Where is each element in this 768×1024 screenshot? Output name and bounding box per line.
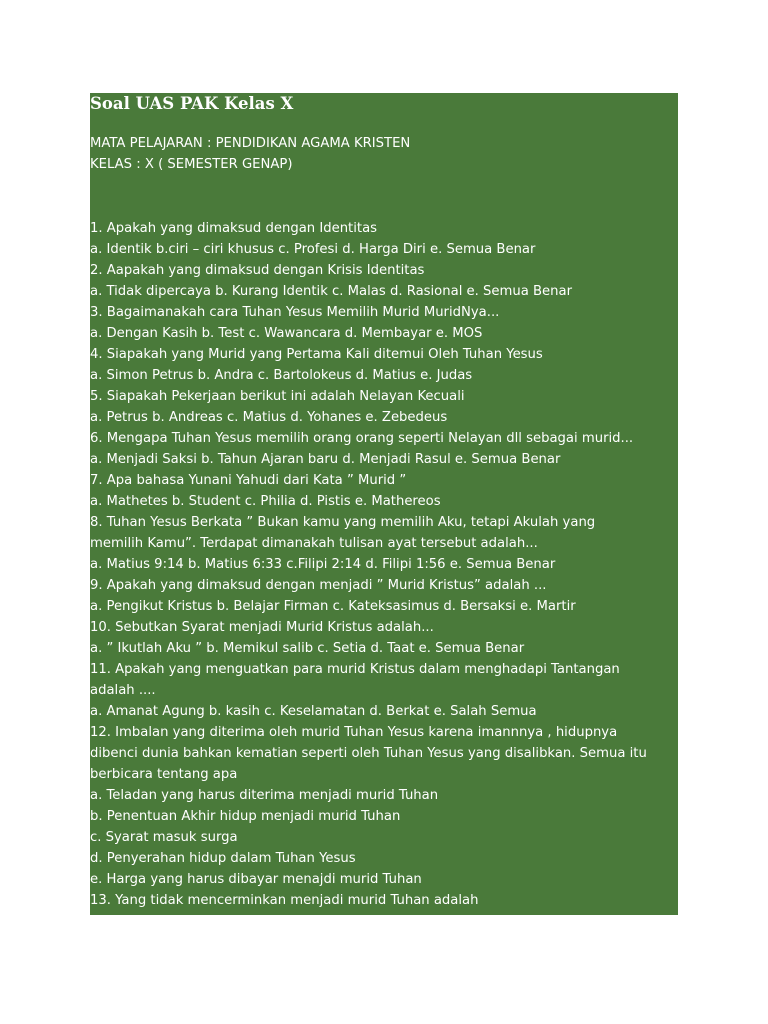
document-block bbox=[90, 93, 678, 915]
answer-options-line: b. Penentuan Akhir hidup menjadi murid Tuhan bbox=[90, 809, 401, 824]
answer-options-line: a. Simon Petrus b. Andra c. Bartolokeus d. Matius e. Judas bbox=[90, 368, 473, 383]
answer-options-line: a. Amanat Agung b. kasih c. Keselamatan d. Berkat e. Salah Semua bbox=[90, 704, 537, 719]
answer-options-line: a. Dengan Kasih b. Test c. Wawancara d. Membayar e. MOS bbox=[90, 326, 483, 341]
question-line: 4. Siapakah yang Murid yang Pertama Kali ditemui Oleh Tuhan Yesus bbox=[90, 347, 543, 362]
continuation-line: memilih Kamu”. Terdapat dimanakah tulisan ayat tersebut adalah... bbox=[90, 536, 538, 551]
question-line: 11. Apakah yang menguatkan para murid Kristus dalam menghadapi Tantangan bbox=[90, 662, 620, 677]
document-meta bbox=[90, 133, 410, 175]
answer-options-line: a. Tidak dipercaya b. Kurang Identik c. Malas d. Rasional e. Semua Benar bbox=[90, 284, 573, 299]
answer-options-line: a. Teladan yang harus diterima menjadi murid Tuhan bbox=[90, 788, 439, 803]
answer-options-line: a. Pengikut Kristus b. Belajar Firman c. Kateksasimus d. Bersaksi e. Martir bbox=[90, 599, 576, 614]
answer-options-line: a. Mathetes b. Student c. Philia d. Pistis e. Mathereos bbox=[90, 494, 441, 509]
answer-options-line: a. ” Ikutlah Aku ” b. Memikul salib c. Setia d. Taat e. Semua Benar bbox=[90, 641, 525, 656]
question-line: 3. Bagaimanakah cara Tuhan Yesus Memilih Murid MuridNya... bbox=[90, 305, 500, 320]
answer-options-line: e. Harga yang harus dibayar menajdi murid Tuhan bbox=[90, 872, 422, 887]
continuation-line: adalah .... bbox=[90, 683, 156, 698]
answer-options-line: d. Penyerahan hidup dalam Tuhan Yesus bbox=[90, 851, 356, 866]
class-line: KELAS : X ( SEMESTER GENAP) bbox=[90, 157, 293, 172]
question-line: 6. Mengapa Tuhan Yesus memilih orang orang seperti Nelayan dll sebagai murid... bbox=[90, 431, 634, 446]
question-line: 10. Sebutkan Syarat menjadi Murid Kristus adalah... bbox=[90, 620, 434, 635]
question-line: 13. Yang tidak mencerminkan menjadi murid Tuhan adalah bbox=[90, 893, 479, 908]
subject-line: MATA PELAJARAN : PENDIDIKAN AGAMA KRISTEN bbox=[90, 136, 411, 151]
answer-options-line: a. Identik b.ciri – ciri khusus c. Profesi d. Harga Diri e. Semua Benar bbox=[90, 242, 536, 257]
answer-options-line: a. Petrus b. Andreas c. Matius d. Yohanes e. Zebedeus bbox=[90, 410, 448, 425]
question-line: 9. Apakah yang dimaksud dengan menjadi ” Murid Kristus” adalah ... bbox=[90, 578, 547, 593]
question-line: 2. Aapakah yang dimaksud dengan Krisis Identitas bbox=[90, 263, 425, 278]
continuation-line: berbicara tentang apa bbox=[90, 767, 238, 782]
answer-options-line: c. Syarat masuk surga bbox=[90, 830, 238, 845]
answer-options-line: a. Matius 9:14 b. Matius 6:33 c.Filipi 2:14 d. Filipi 1:56 e. Semua Benar bbox=[90, 557, 556, 572]
continuation-line: dibenci dunia bahkan kematian seperti oleh Tuhan Yesus yang disalibkan. Semua itu bbox=[90, 746, 647, 761]
question-line: 1. Apakah yang dimaksud dengan Identitas bbox=[90, 221, 378, 236]
question-line: 5. Siapakah Pekerjaan berikut ini adalah Nelayan Kecuali bbox=[90, 389, 465, 404]
question-line: 8. Tuhan Yesus Berkata ” Bukan kamu yang memilih Aku, tetapi Akulah yang bbox=[90, 515, 596, 530]
question-line: 7. Apa bahasa Yunani Yahudi dari Kata ” Murid ” bbox=[90, 473, 407, 488]
question-list bbox=[90, 218, 678, 911]
question-line: 12. Imbalan yang diterima oleh murid Tuhan Yesus karena imannnya , hidupnya bbox=[90, 725, 618, 740]
answer-options-line: a. Menjadi Saksi b. Tahun Ajaran baru d. Menjadi Rasul e. Semua Benar bbox=[90, 452, 561, 467]
document-title: Soal UAS PAK Kelas X bbox=[90, 94, 294, 113]
